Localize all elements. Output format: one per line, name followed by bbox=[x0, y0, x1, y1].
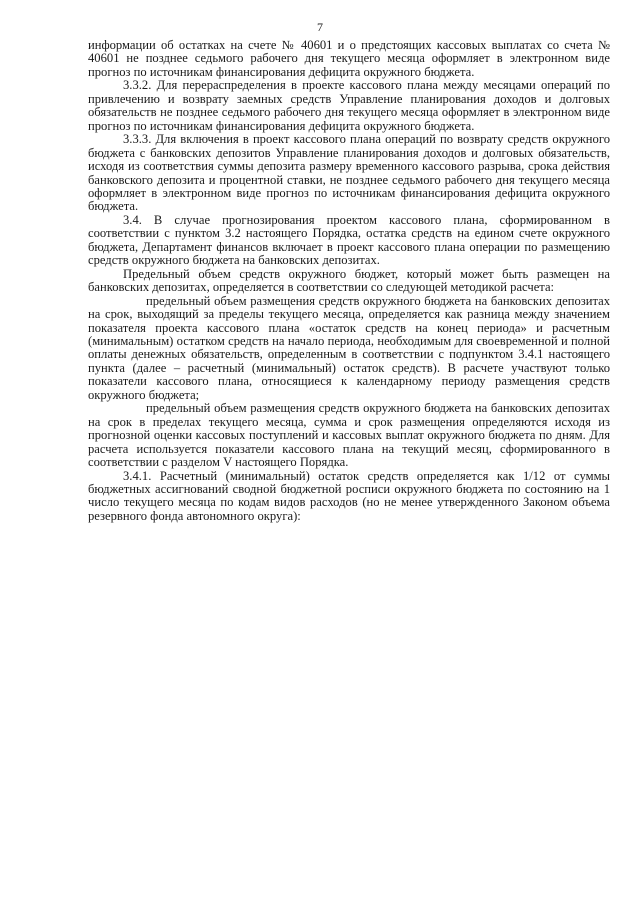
paragraph-3-4-1: 3.4.1. Расчетный (минимальный) остаток средств определяется как 1/12 от суммы бюджетных ассигнований сводной бюджетной росписи окружного бюджета по состоянию на 1 число текущего месяца по кодам видов расходов (но не менее утвержденного Законом объема резервного фонда автономного округа): bbox=[88, 468, 610, 523]
page-number: 7 bbox=[317, 20, 323, 34]
paragraph-limit-volume: Предельный объем средств окружного бюджет, который может быть размещен на банковских депозитах, определяется в соответствии со следующей методикой расчета: bbox=[88, 266, 610, 295]
paragraph-short-term-deposits: предельный объем размещения средств окружного бюджета на банковских депозитах на срок в пределах текущего месяца, сумма и срок размещения определяются исходя из прогнозной оценки кассовых поступлений и кассовых выплат окружного бюджета по дням. Для расчета используется показатели кассового плана на текущий месяц, сформированного в соответствии с разделом V настоящего Порядка. bbox=[88, 401, 610, 470]
paragraph-continuation: информации об остатках на счете № 40601 и о предстоящих кассовых выплатах со счета № 40601 не позднее седьмого рабочего дня текущего месяца оформляет в электронном виде прогноз по источникам финансирования дефицита окружного бюджета. bbox=[88, 38, 610, 79]
paragraph-3-3-3: 3.3.3. Для включения в проект кассового плана операций по возврату средств окружного бюджета с банковских депозитов Управление планирования доходов и долговых обязательств, исходя из соответствия суммы депозита размеру временного кассового разрыва, срока действия банковского депозита и процентной ставки, не позднее седьмого рабочего дня текущего месяца оформляет в электронном виде прогноз по источникам финансирования дефицита окружного бюджета. bbox=[88, 132, 610, 214]
paragraph-3-3-2: 3.3.2. Для перераспределения в проекте кассового плана между месяцами операций по привлечению и возврату заемных средств Управление планирования доходов и долговых обязательств не позднее седьмого рабочего дня текущего месяца оформляет в электронном виде прогноз по источникам финансирования дефицита окружного бюджета. bbox=[88, 78, 610, 133]
paragraph-3-4: 3.4. В случае прогнозирования проектом кассового плана, сформированном в соответствии с пунктом 3.2 настоящего Порядка, остатка средств на едином счете окружного бюджета, Департамент финансов включает в проект кассового плана операции по размещению средств окружного бюджета на банковских депозитах. bbox=[88, 212, 610, 268]
document-body bbox=[88, 39, 610, 523]
paragraph-long-term-deposits: предельный объем размещения средств окружного бюджета на банковских депозитах на срок, выходящий за пределы текущего месяца, определяется как разница между значением показателя проекта кассового плана «остаток средств на конец периода» и расчетным (минимальным) остатком средств на начало периода, необходимым для своевременной и полной оплаты денежных обязательств, определенным в соответствии с подпунктом 3.4.1 настоящего пункта (далее – расчетный (минимальный) остаток средств). В расчете участвуют только показатели кассового плана, относящиеся к календарному периоду размещения средств окружного бюджета; bbox=[88, 293, 610, 402]
